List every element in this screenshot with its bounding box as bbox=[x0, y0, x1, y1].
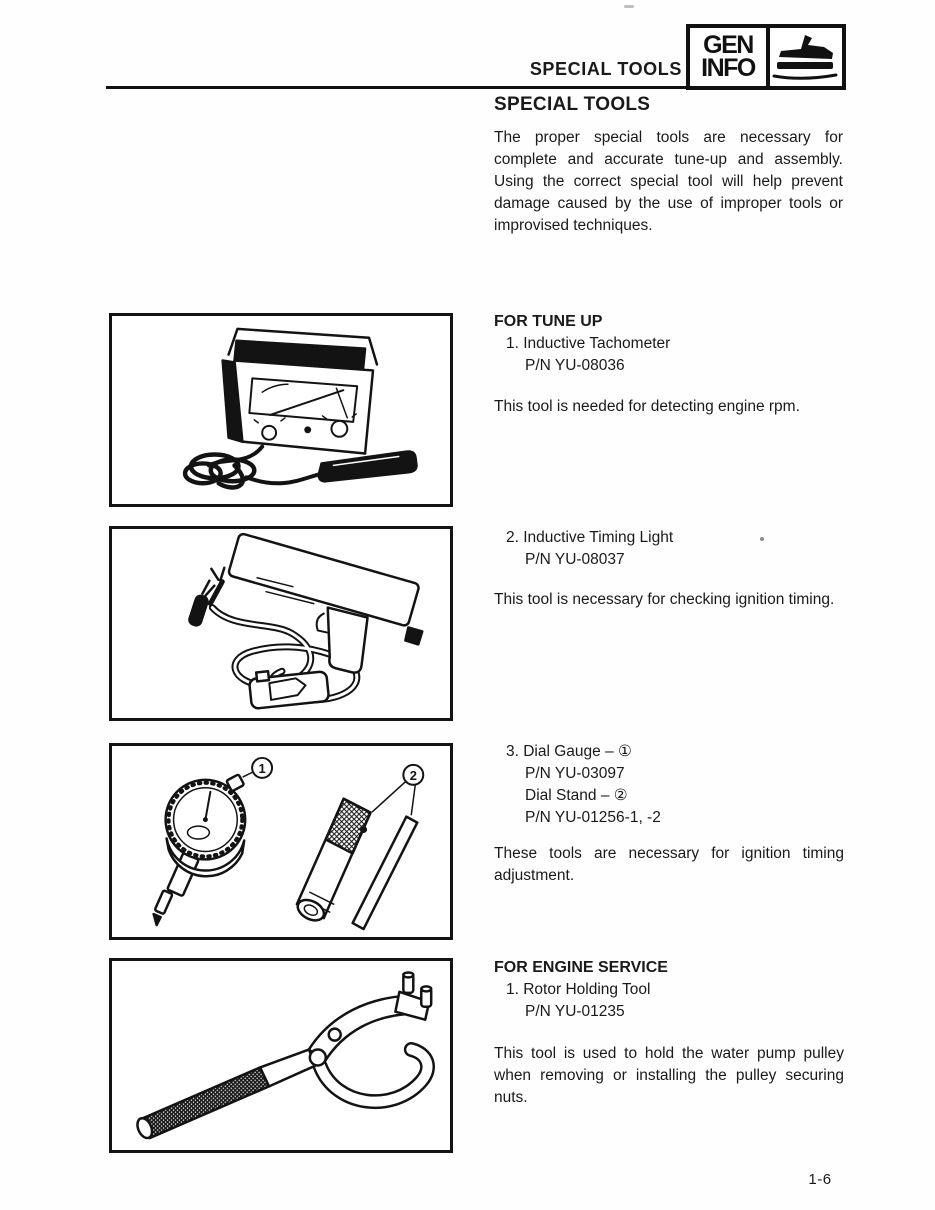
header-rule bbox=[106, 86, 686, 89]
tool-item-line-2: Dial Stand – ② bbox=[525, 787, 628, 804]
inductive-timing-light-illustration bbox=[112, 530, 450, 717]
intro-paragraph: The proper special tools are necessary for complete and accurate tune-up and assembly. Using the correct special tool will help prevent damage caused by the use of improper tools or improvised techniques. bbox=[494, 129, 843, 234]
tachometer-figure-box bbox=[109, 313, 453, 507]
part-number-line: P/N YU-01235 bbox=[525, 1003, 625, 1020]
badge-line-2: INFO bbox=[701, 54, 755, 82]
engine-service-tool-1-heading bbox=[494, 957, 846, 1023]
tool-1-description: This tool is needed for detecting engine rpm. bbox=[494, 398, 800, 415]
tool-item-line: 1. Inductive Tachometer bbox=[506, 335, 671, 352]
tune-up-tool-1-heading bbox=[494, 311, 846, 377]
scan-artifact-mark bbox=[624, 5, 634, 8]
tool-2-description: This tool is necessary for checking ignition timing. bbox=[494, 591, 835, 608]
gen-info-badge bbox=[686, 24, 846, 90]
tool-item-line: 2. Inductive Timing Light bbox=[506, 529, 674, 546]
part-number-line-2: P/N YU-01256-1, -2 bbox=[525, 809, 661, 826]
tune-up-tool-3-heading bbox=[494, 741, 846, 829]
rotor-holding-tool-figure-box bbox=[109, 958, 453, 1153]
callout-2-label: 2 bbox=[409, 767, 417, 783]
page-title: SPECIAL TOOLS bbox=[494, 94, 651, 115]
tool-3-description: These tools are necessary for ignition timing adjustment. bbox=[494, 845, 844, 884]
gen-info-badge-text bbox=[690, 28, 770, 86]
part-number-line: P/N YU-03097 bbox=[525, 765, 625, 782]
callout-1-label: 1 bbox=[258, 760, 266, 776]
tool-item-line: 1. Rotor Holding Tool bbox=[506, 981, 651, 998]
snowmobile-icon bbox=[770, 28, 842, 86]
group-heading-for-engine-service: FOR ENGINE SERVICE bbox=[494, 959, 668, 976]
inductive-tachometer-illustration bbox=[112, 317, 450, 503]
dial-gauge-figure-box bbox=[109, 743, 453, 940]
page-number: 1-6 bbox=[808, 1171, 832, 1188]
part-number-line: P/N YU-08036 bbox=[525, 357, 625, 374]
part-number-line: P/N YU-08037 bbox=[525, 551, 625, 568]
dial-gauge-and-dial-stand-illustration bbox=[112, 747, 450, 936]
scan-artifact-dot bbox=[760, 537, 764, 541]
tool-4-description: This tool is used to hold the water pump pulley when removing or installing the pulley securing nuts. bbox=[494, 1045, 844, 1106]
tool-item-line: 3. Dial Gauge – ① bbox=[506, 743, 632, 760]
badge-line-1: GEN bbox=[703, 31, 753, 59]
timing-light-figure-box bbox=[109, 526, 453, 721]
rotor-holding-tool-illustration bbox=[112, 962, 450, 1149]
group-heading-for-tune-up: FOR TUNE UP bbox=[494, 313, 603, 330]
running-title: SPECIAL TOOLS bbox=[529, 59, 682, 79]
tune-up-tool-2-heading bbox=[494, 527, 846, 571]
